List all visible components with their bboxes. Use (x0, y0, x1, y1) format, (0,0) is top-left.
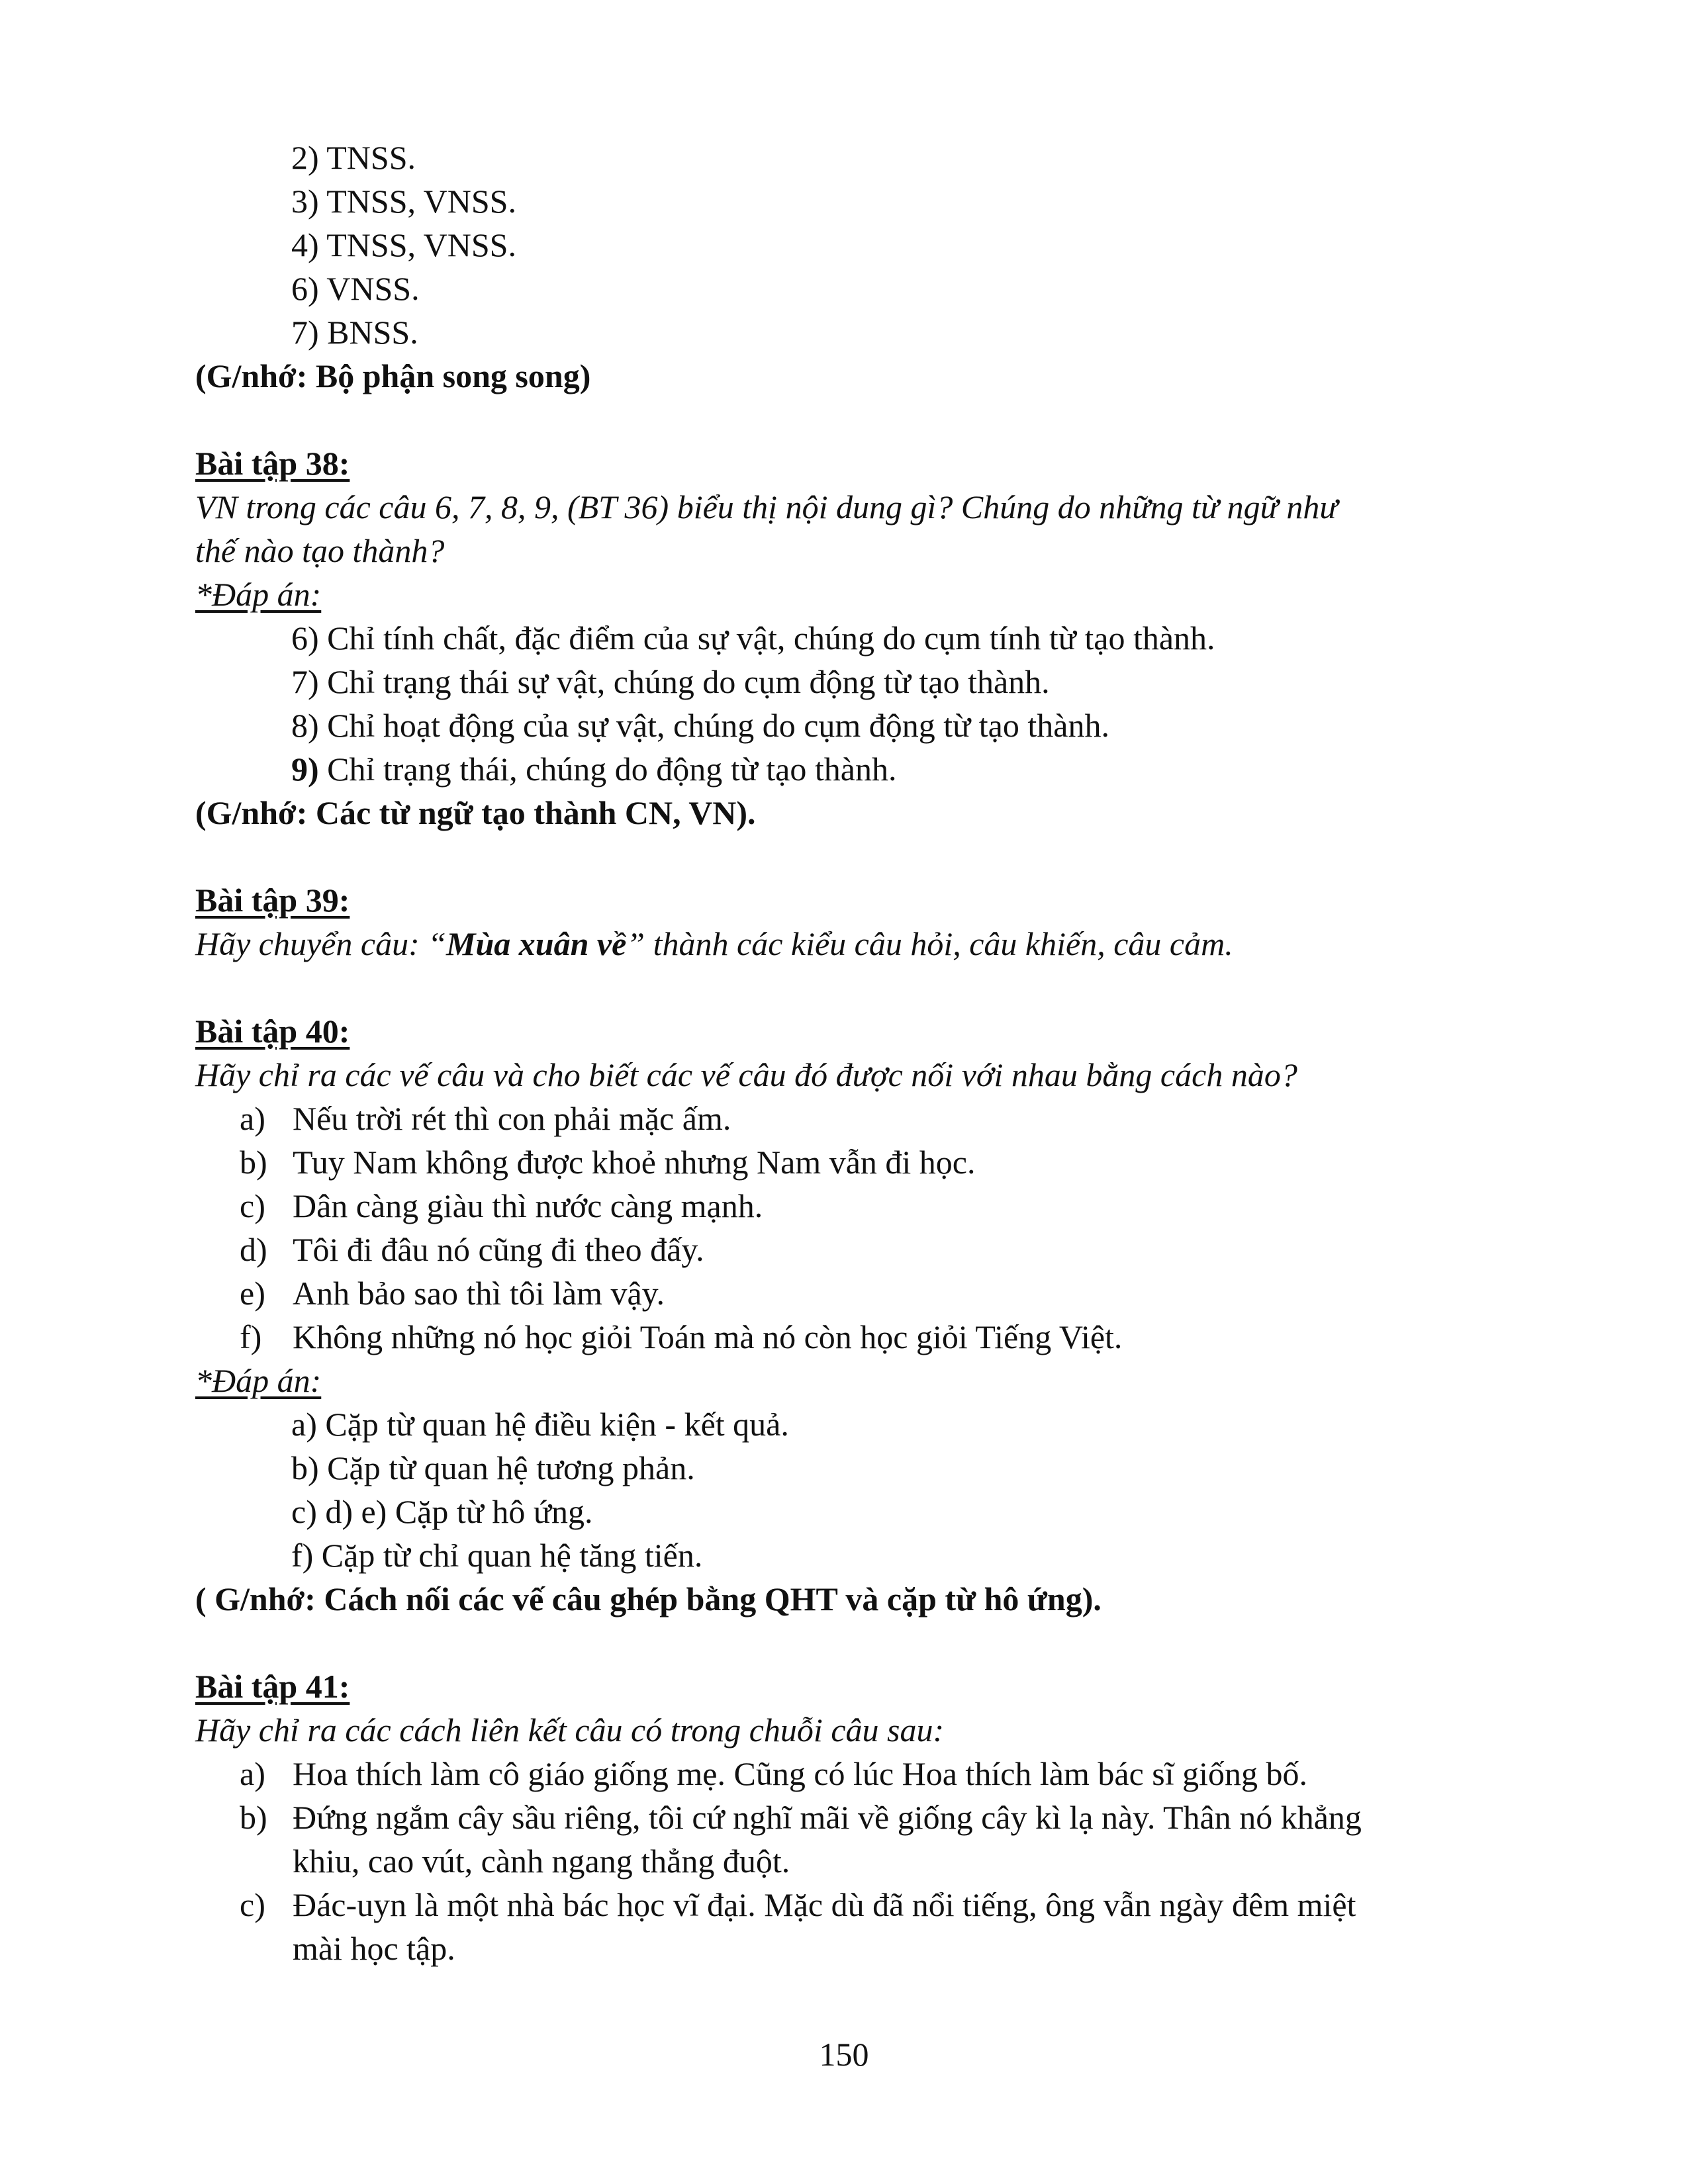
document-page (195, 136, 1552, 1970)
list-item: 2) TNSS. (291, 139, 416, 176)
list-item (195, 1271, 1552, 1315)
list-text: Đứng ngắm cây sầu riêng, tôi cứ nghĩ mãi về giống cây kì lạ này. Thân nó khẳng (293, 1799, 1362, 1836)
list-text: Tôi đi đâu nó cũng đi theo đấy. (293, 1231, 704, 1268)
answer-item: f) Cặp từ chỉ quan hệ tăng tiến. (291, 1537, 703, 1574)
list-text-cont: mài học tập. (293, 1930, 455, 1967)
list-text: Tuy Nam không được khoẻ nhưng Nam vẫn đi học. (293, 1144, 976, 1181)
list-item: 7) BNSS. (291, 314, 418, 351)
list-marker: d) (240, 1231, 267, 1268)
answer-item: a) Cặp từ quan hệ điều kiện - kết quả. (291, 1406, 789, 1443)
list-item: 6) VNSS. (291, 270, 420, 307)
list-text: Dân càng giàu thì nước càng mạnh. (293, 1187, 763, 1224)
answer-label: *Đáp án: (195, 576, 322, 613)
list-item (195, 1140, 1552, 1184)
answer-text: Chỉ trạng thái, chúng do động từ tạo thành. (318, 751, 897, 788)
list-marker: c) (240, 1187, 265, 1224)
page-number: 150 (819, 2036, 869, 2073)
list-marker: b) (240, 1799, 267, 1836)
list-item (195, 1796, 1552, 1839)
exercise-38-title: Bài tập 38: (195, 445, 350, 482)
list-item (195, 1752, 1552, 1796)
exercise-41-question: Hãy chỉ ra các cách liên kết câu có trong chuỗi câu sau: (195, 1711, 945, 1749)
remember-note: (G/nhớ: Bộ phận song song) (195, 357, 591, 394)
question-text: Hãy chuyển câu: “ (195, 925, 447, 962)
exercise-40-question: Hãy chỉ ra các vế câu và cho biết các vế câu đó được nối với nhau bằng cách nào? (195, 1056, 1297, 1093)
list-text: Đác-uyn là một nhà bác học vĩ đại. Mặc dù đã nổi tiếng, ông vẫn ngày đêm miệt (293, 1886, 1356, 1923)
list-marker: a) (240, 1100, 265, 1137)
answer-label: *Đáp án: (195, 1362, 322, 1399)
list-text-cont: khiu, cao vút, cành ngang thẳng đuột. (293, 1843, 790, 1880)
list-item: 4) TNSS, VNSS. (291, 226, 516, 263)
list-item: 3) TNSS, VNSS. (291, 183, 516, 220)
list-item (195, 1097, 1552, 1140)
remember-note: ( G/nhớ: Cách nối các vế câu ghép bằng QHT và cặp từ hô ứng). (195, 1580, 1102, 1617)
list-marker: a) (240, 1755, 265, 1792)
list-item (195, 1315, 1552, 1359)
list-marker: c) (240, 1886, 265, 1923)
list-marker: f) (240, 1318, 262, 1355)
remember-note: (G/nhớ: Các từ ngữ tạo thành CN, VN). (195, 794, 756, 831)
exercise-39-question (195, 922, 1552, 966)
list-item (195, 1228, 1552, 1271)
exercise-38-question: VN trong các câu 6, 7, 8, 9, (BT 36) biểu thị nội dung gì? Chúng do những từ ngữ như (195, 488, 1338, 525)
exercise-38-question-cont: thế nào tạo thành? (195, 532, 445, 569)
answer-item: c) d) e) Cặp từ hô ứng. (291, 1493, 593, 1530)
list-text: Hoa thích làm cô giáo giống mẹ. Cũng có lúc Hoa thích làm bác sĩ giống bố. (293, 1755, 1308, 1792)
list-text: Anh bảo sao thì tôi làm vậy. (293, 1275, 665, 1312)
answer-item: 7) Chỉ trạng thái sự vật, chúng do cụm động từ tạo thành. (291, 663, 1050, 700)
list-marker: e) (240, 1275, 265, 1312)
answer-item (195, 747, 1552, 791)
answer-number: 9) (291, 751, 319, 788)
list-text: Nếu trời rét thì con phải mặc ấm. (293, 1100, 731, 1137)
quoted-sentence: Mùa xuân về (446, 925, 627, 962)
list-marker: b) (240, 1144, 267, 1181)
question-text: ” thành các kiểu câu hỏi, câu khiến, câu cảm. (626, 925, 1233, 962)
exercise-39-title: Bài tập 39: (195, 882, 350, 919)
list-text: Không những nó học giỏi Toán mà nó còn học giỏi Tiếng Việt. (293, 1318, 1123, 1355)
list-item (195, 1883, 1552, 1927)
exercise-40-title: Bài tập 40: (195, 1013, 350, 1050)
answer-item: b) Cặp từ quan hệ tương phản. (291, 1449, 695, 1486)
answer-item: 6) Chỉ tính chất, đặc điểm của sự vật, chúng do cụm tính từ tạo thành. (291, 619, 1215, 657)
exercise-41-title: Bài tập 41: (195, 1668, 350, 1705)
list-item (195, 1184, 1552, 1228)
answer-item: 8) Chỉ hoạt động của sự vật, chúng do cụm động từ tạo thành. (291, 707, 1109, 744)
